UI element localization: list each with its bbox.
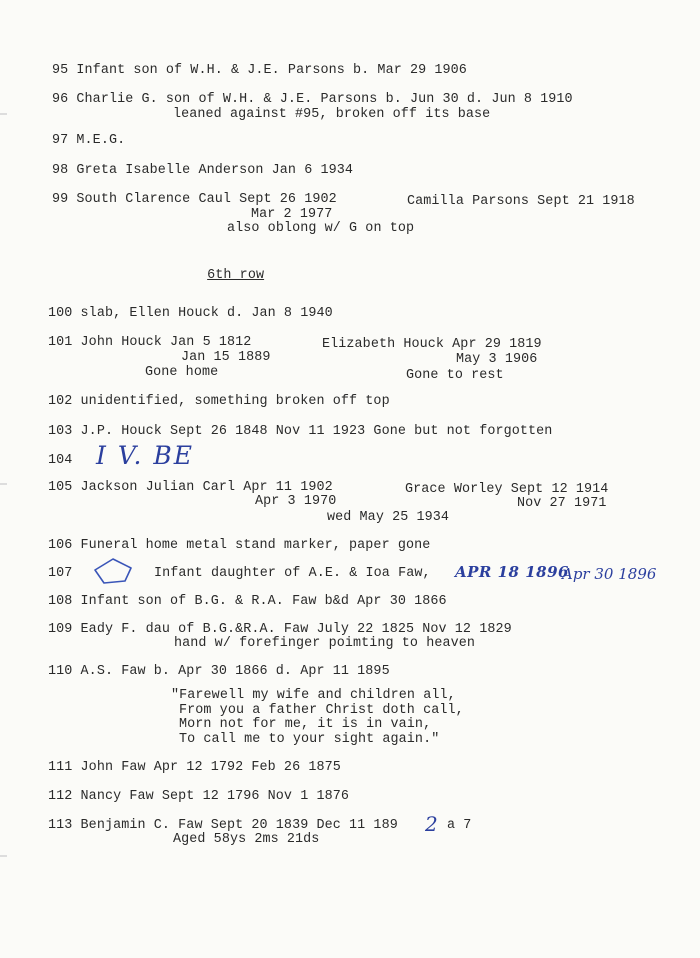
entry-101-epitaph: Gone home — [145, 365, 219, 380]
entry-107-death-handwriting: Apr 30 1896 — [562, 565, 657, 583]
entry-108: 108 Infant son of B.G. & R.A. Faw b&d Apr 30 1866 — [48, 594, 447, 609]
entry-99-note: also oblong w/ G on top — [227, 221, 415, 236]
entry-99: 99 South Clarence Caul Sept 26 1902 — [52, 192, 337, 207]
entry-104-handwriting: I V. BE — [96, 441, 195, 470]
entry-102: 102 unidentified, something broken off top — [48, 394, 390, 409]
verse-line: "Farewell my wife and children all, — [171, 688, 456, 703]
row-heading: 6th row — [207, 268, 265, 283]
entry-109: 109 Eady F. dau of B.G.&R.A. Faw July 22 1825 Nov 12 1829 — [48, 622, 512, 637]
entry-99-death: Mar 2 1977 — [251, 207, 333, 222]
entry-105-death: Apr 3 1970 — [255, 494, 337, 509]
binder-mark — [0, 113, 7, 115]
entry-113-tail: a 7 — [447, 818, 472, 833]
entry-111: 111 John Faw Apr 12 1792 Feb 26 1875 — [48, 760, 341, 775]
entry-101-spouse-epitaph: Gone to rest — [406, 368, 504, 383]
entry-113-age: Aged 58ys 2ms 21ds — [173, 832, 320, 847]
entry-110: 110 A.S. Faw b. Apr 30 1866 d. Apr 11 1895 — [48, 664, 390, 679]
pentagon-sketch-icon — [92, 556, 138, 586]
entry-107-number: 107 — [48, 566, 73, 581]
entry-107-text: Infant daughter of A.E. & Ioa Faw, — [154, 566, 431, 581]
entry-105-spouse-death: Nov 27 1971 — [517, 496, 607, 511]
entry-97: 97 M.E.G. — [52, 133, 126, 148]
entry-95: 95 Infant son of W.H. & J.E. Parsons b. Mar 29 1906 — [52, 63, 467, 78]
entry-112: 112 Nancy Faw Sept 12 1796 Nov 1 1876 — [48, 789, 350, 804]
binder-mark — [0, 855, 7, 857]
entry-101-spouse: Elizabeth Houck Apr 29 1819 — [322, 337, 542, 352]
verse-line: Morn not for me, it is in vain, — [179, 717, 432, 732]
entry-104: 104 — [48, 453, 73, 468]
entry-109-note: hand w/ forefinger poimting to heaven — [174, 636, 476, 651]
entry-101-spouse-death: May 3 1906 — [456, 352, 538, 367]
entry-103: 103 J.P. Houck Sept 26 1848 Nov 11 1923 Gone but not forgotten — [48, 424, 553, 439]
entry-96: 96 Charlie G. son of W.H. & J.E. Parsons b. Jun 30 d. Jun 8 1910 — [52, 92, 573, 107]
verse-line: From you a father Christ doth call, — [179, 703, 464, 718]
entry-113-handwritten-digit: 2 — [425, 812, 438, 836]
entry-101: 101 John Houck Jan 5 1812 — [48, 335, 252, 350]
entry-96-note: leaned against #95, broken off its base — [173, 107, 491, 122]
entry-100: 100 slab, Ellen Houck d. Jan 8 1940 — [48, 306, 333, 321]
binder-mark — [0, 483, 7, 485]
entry-99-spouse: Camilla Parsons Sept 21 1918 — [407, 194, 635, 209]
verse-line: To call me to your sight again." — [179, 732, 440, 747]
entry-113: 113 Benjamin C. Faw Sept 20 1839 Dec 11 189 — [48, 818, 398, 833]
entry-107-birth-handwriting: APR 18 1896 — [455, 563, 569, 581]
entry-105-spouse: Grace Worley Sept 12 1914 — [405, 482, 609, 497]
entry-106: 106 Funeral home metal stand marker, paper gone — [48, 538, 431, 553]
entry-101-death: Jan 15 1889 — [181, 350, 271, 365]
entry-98: 98 Greta Isabelle Anderson Jan 6 1934 — [52, 163, 354, 178]
entry-105: 105 Jackson Julian Carl Apr 11 1902 — [48, 480, 333, 495]
entry-105-wed: wed May 25 1934 — [327, 510, 450, 525]
